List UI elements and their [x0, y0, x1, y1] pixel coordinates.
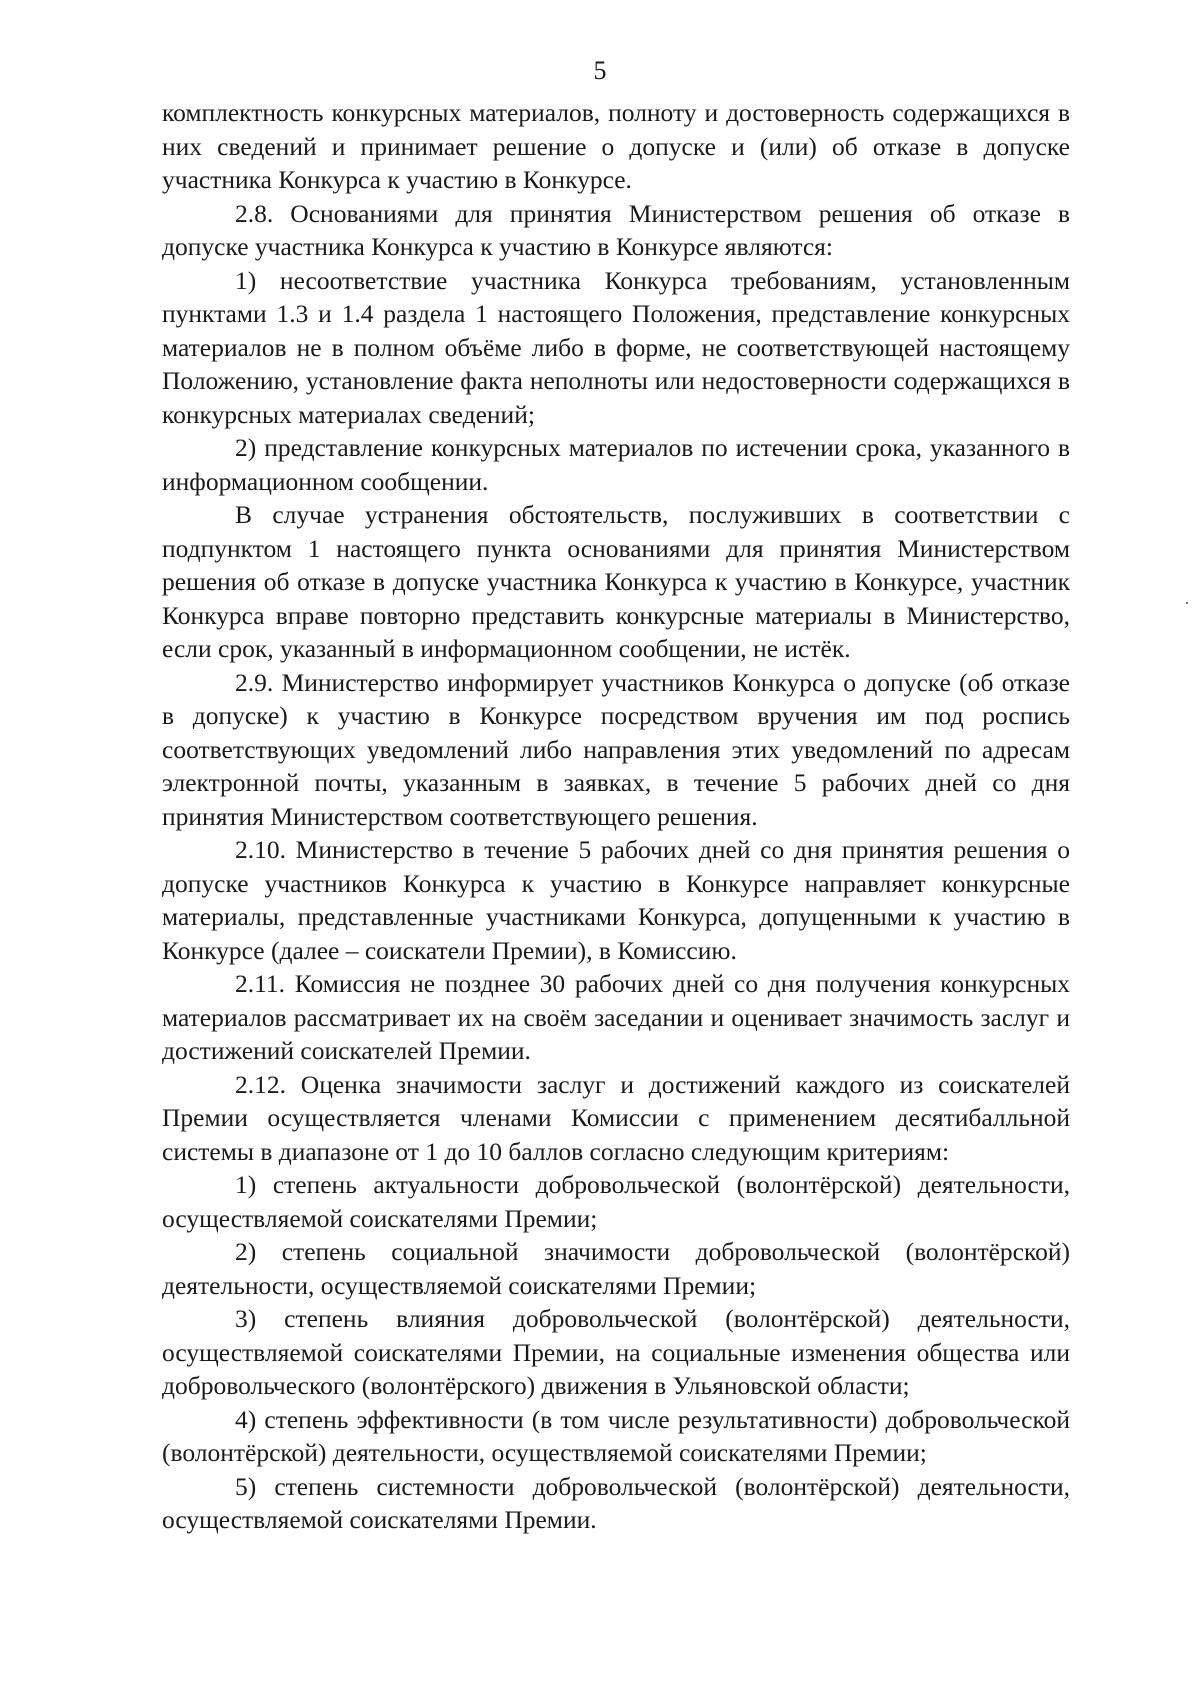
paragraph-2-8: 2.8. Основаниями для принятия Министерством решения об отказе в допуске участника Конкурса к участию в Конкурсе являются: [162, 198, 1070, 261]
criterion-4: 4) степень эффективности (в том числе результативности) добровольческой (волонтёрской) деятельности, осуществляемой соискателями Премии; [162, 1404, 1070, 1467]
paragraph-2-10: 2.10. Министерство в течение 5 рабочих дней со дня принятия решения о допуске участников Конкурса к участию в Конкурсе направляет конкурсные материалы, представленные участниками Конкурса, допущенными к участию в Конкурсе (далее – соискатели Премии), в Комиссию. [162, 835, 1070, 965]
paragraph-continuation: комплектность конкурсных материалов, полноту и достоверность содержащихся в них сведений и принимает решение о допуске и (или) об отказе в допуске участника Конкурса к участию в Конкурсе. [162, 98, 1070, 194]
criterion-1: 1) степень актуальности добровольческой (волонтёрской) деятельности, осуществляемой соискателями Премии; [162, 1170, 1070, 1233]
page-number: 5 [593, 56, 607, 85]
criterion-2: 2) степень социальной значимости добровольческой (волонтёрской) деятельности, осуществляемой соискателями Премии; [162, 1237, 1070, 1300]
paragraph-2-8-item-2: 2) представление конкурсных материалов по истечении срока, указанного в информационном сообщении. [162, 433, 1070, 496]
paragraph-2-8-note: В случае устранения обстоятельств, послуживших в соответствии с подпунктом 1 настоящего пункта основаниями для принятия Министерством решения об отказе в допуске участника Конкурса к участию в Конкурсе, участник Конкурса вправе повторно представить конкурсные материалы в Министерство, если срок, указанный в информационном сообщении, не истёк. [162, 500, 1070, 663]
criterion-5: 5) степень системности добровольческой (волонтёрской) деятельности, осуществляемой соискателями Премии. [162, 1471, 1070, 1534]
criterion-3: 3) степень влияния добровольческой (волонтёрской) деятельности, осуществляемой соискателями Премии, на социальные изменения общества или добровольческого (волонтёрского) движения в Ульяновской области; [162, 1304, 1070, 1400]
paragraph-2-8-item-1: 1) несоответствие участника Конкурса требованиям, установленным пунктами 1.3 и 1.4 раздела 1 настоящего Положения, представление конкурсных материалов не в полном объёме либо в форме, не соответствующей настоящему Положению, установление факта неполноты или недостоверности содержащихся в конкурсных материалах сведений; [162, 265, 1070, 429]
paragraph-2-12: 2.12. Оценка значимости заслуг и достижений каждого из соискателей Премии осуществляется членами Комиссии с применением десятибалльной системы в диапазоне от 1 до 10 баллов согласно следующим критериям: [162, 1069, 1070, 1166]
scan-speck [1186, 602, 1188, 604]
document-body [162, 96, 1070, 1537]
paragraph-2-11: 2.11. Комиссия не позднее 30 рабочих дней со дня получения конкурсных материалов рассматривает их на своём заседании и оценивает значимость заслуг и достижений соискателей Премии. [162, 969, 1070, 1065]
paragraph-2-9: 2.9. Министерство информирует участников Конкурса о допуске (об отказе в допуске) к участию в Конкурсе посредством вручения им под роспись соответствующих уведомлений либо направления этих уведомлений по адресам электронной почты, указанным в заявках, в течение 5 рабочих дней со дня принятия Министерством соответствующего решения. [162, 667, 1070, 831]
